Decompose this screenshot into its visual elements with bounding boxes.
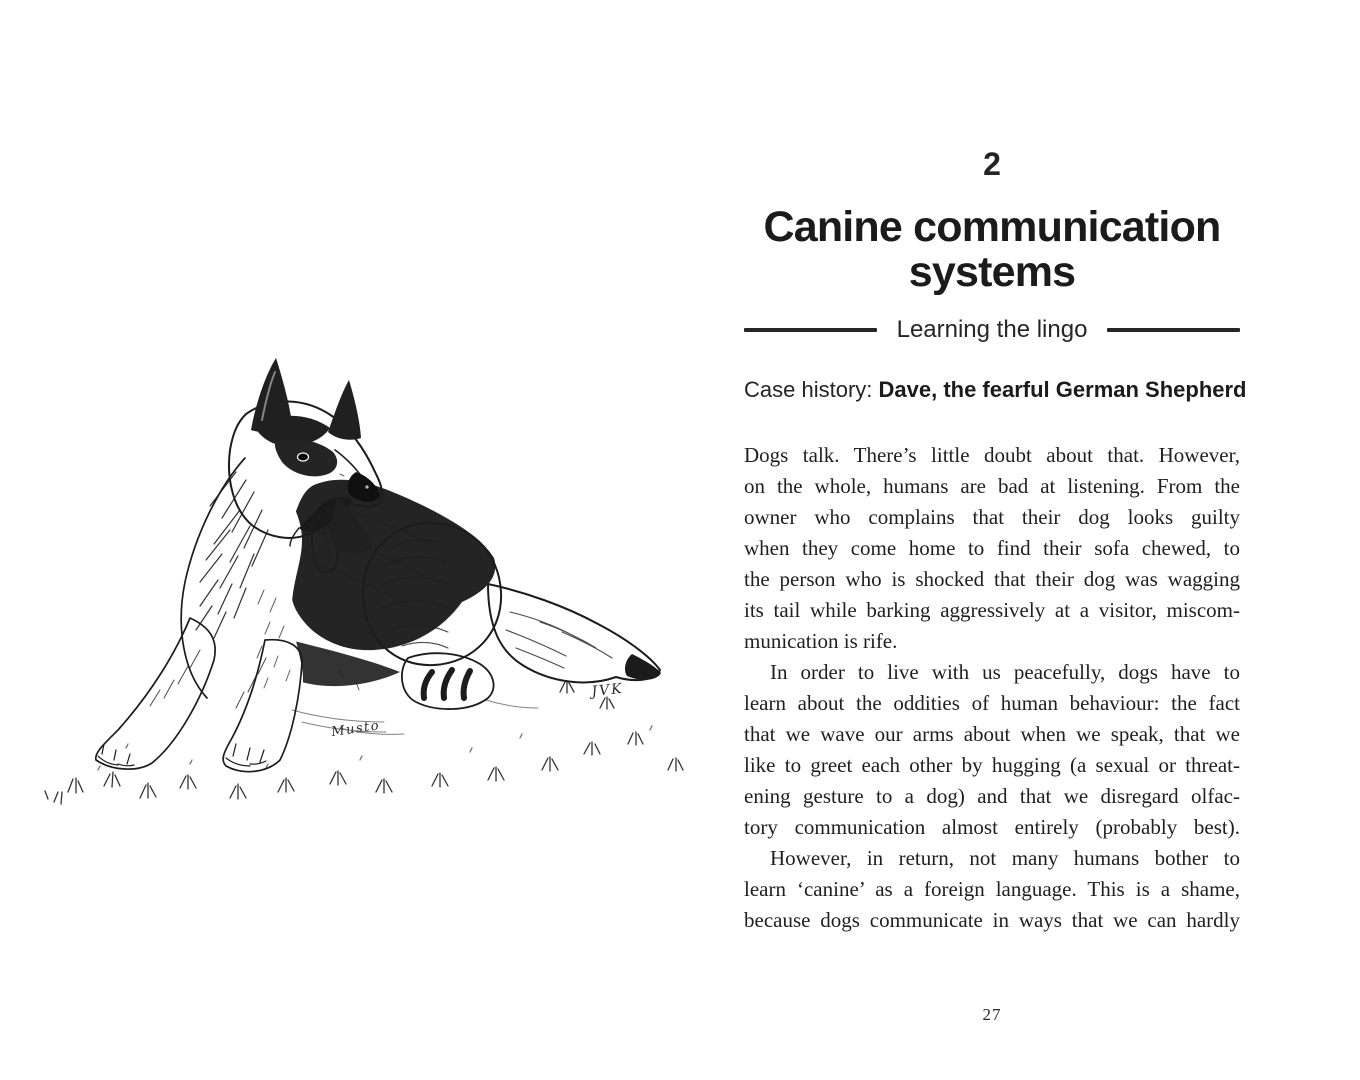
body-text-line: However, in return, not many humans bother to (770, 846, 1240, 870)
body-text-line: on the whole, humans are bad at listening. From the (744, 474, 1240, 498)
chapter-title (724, 205, 1260, 295)
chapter-subtitle: Learning the lingo (896, 316, 1088, 343)
artist-initials: JVK (590, 680, 625, 700)
dog-tail (488, 584, 661, 682)
dog-eye (298, 453, 309, 461)
case-history-label: Case history: (744, 377, 879, 402)
subtitle-rule-right (1107, 328, 1240, 332)
body-text (744, 440, 1240, 936)
body-text-line: learn ‘canine’ as a foreign language. This is a shame, (744, 877, 1240, 901)
body-text-line: In order to live with us peacefully, dogs have to (770, 660, 1240, 684)
body-text-line: owner who complains that their dog looks guilty (744, 505, 1240, 529)
body-text-line: because dogs communicate in ways that we can hardly (744, 908, 1240, 932)
book-page-right (744, 0, 1247, 1080)
dog-ear-right (328, 380, 361, 440)
body-text-line: like to greet each other by hugging (a sexual or threat- (744, 753, 1240, 777)
artist-signature: Musto (330, 718, 381, 740)
grass (45, 681, 683, 804)
page-number: 27 (982, 1005, 1002, 1024)
body-text-line: learn about the oddities of human behaviour: the fact (744, 691, 1240, 715)
dog-chest (178, 458, 303, 724)
body-text-line: the person who is shocked that their dog was wagging (744, 567, 1240, 591)
body-text-line: tory communication almost entirely (probably best). (744, 815, 1240, 839)
body-text-line: that we wave our arms about when we speak, that we (744, 722, 1240, 746)
ground-shadow (292, 700, 538, 734)
body-text-line: Dogs talk. There’s little doubt about that. However, (744, 443, 1240, 467)
body-text-line: munication is rife. (744, 629, 898, 653)
chapter-subtitle-row (744, 316, 1240, 344)
chapter-title-line1: Canine communication (763, 203, 1221, 251)
subtitle-rule-left (744, 328, 877, 332)
body-text-line: when they come home to find their sofa chewed, to (744, 536, 1240, 560)
case-history-heading (744, 377, 1247, 403)
body-text-line: its tail while barking aggressively at a visitor, miscom- (744, 598, 1240, 622)
body-text-line: ening gesture to a dog) and that we disregard olfac- (744, 784, 1240, 808)
dog-illustration (40, 340, 700, 810)
chapter-title-line2: systems (908, 248, 1076, 296)
case-history-value: Dave, the fearful German Shepherd (878, 377, 1247, 402)
chapter-number: 2 (983, 146, 1001, 182)
